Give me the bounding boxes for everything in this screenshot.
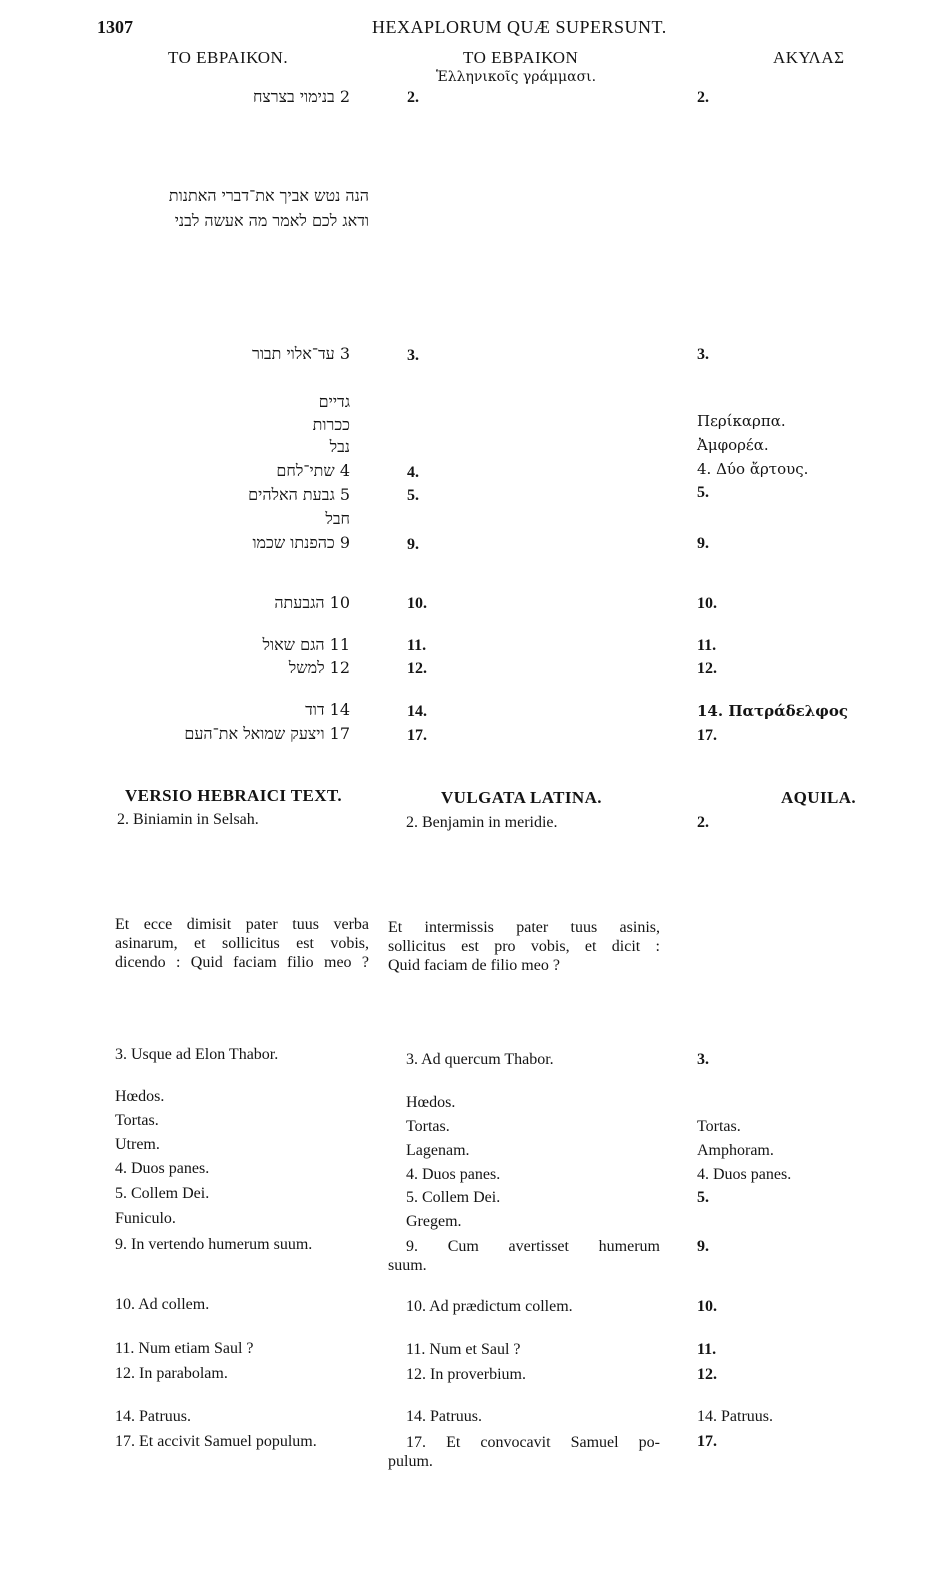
- vulgata-paragraph-line1: Et intermissis pater tuus asinis,: [388, 919, 660, 936]
- vulgata-verse-9: [388, 1237, 660, 1275]
- col-transliteration-subheading: Ἑλληνικοῖς γράμμασι.: [436, 69, 597, 85]
- vulgata-gregem: Gregem.: [406, 1213, 462, 1230]
- hebrew-verse-2-text-line1: הנה נטש אביך את־דברי האתנות: [168, 186, 369, 205]
- translit-verse-17: 17.: [407, 727, 427, 744]
- vulgata-paragraph: [388, 918, 660, 975]
- aquila-greek-verse-14: 14. Πατράδελφος: [697, 702, 848, 720]
- translit-verse-10: 10.: [407, 595, 427, 612]
- translit-verse-9: 9.: [407, 536, 419, 553]
- aquila-latin-verse-4: 4. Duos panes.: [697, 1166, 792, 1183]
- translit-verse-14: 14.: [407, 703, 427, 720]
- aquila-latin-amphoram: Amphoram.: [697, 1142, 774, 1159]
- versio-paragraph-line2: asinarum, et sollicitus est vobis,: [115, 935, 369, 952]
- vulgata-lagenam: Lagenam.: [406, 1142, 470, 1159]
- vulgata-verse-3: 3. Ad quercum Thabor.: [406, 1051, 554, 1068]
- aquila-latin-verse-3: 3.: [697, 1051, 709, 1068]
- hebrew-word-gedayim: גדיים: [318, 392, 350, 411]
- vulgata-verse-17: [388, 1433, 660, 1471]
- aquila-latin-verse-17: 17.: [697, 1433, 717, 1450]
- hebrew-word-kikkarot: ככרות: [312, 415, 350, 434]
- vulgata-hoedos: Hœdos.: [406, 1094, 456, 1111]
- hebrew-verse-2: 2 בנימוי בצרצח: [252, 87, 350, 106]
- hebrew-verse-2-text-line2: ודאג לכם לאמר מה אעשה לבני: [174, 211, 369, 230]
- versio-paragraph-line1: Et ecce dimisit pater tuus verba: [115, 916, 369, 933]
- aquila-latin-verse-5: 5.: [697, 1189, 709, 1206]
- versio-paragraph-line3: dicendo : Quid faciam filio meo ?: [115, 954, 369, 971]
- vulgata-paragraph-line2: sollicitus est pro vobis, et dicit :: [388, 938, 660, 955]
- vulgata-verse-2: 2. Benjamin in meridie.: [406, 814, 558, 831]
- versio-verse-14: 14. Patruus.: [115, 1408, 191, 1425]
- translit-verse-12: 12.: [407, 660, 427, 677]
- vulgata-verse-14: 14. Patruus.: [406, 1408, 482, 1425]
- versio-funiculo: Funiculo.: [115, 1210, 176, 1227]
- aquila-greek-amphorea: Ἀμφορέα.: [697, 436, 769, 454]
- col-aquila-latin-heading: AQUILA.: [781, 788, 857, 807]
- versio-verse-4: 4. Duos panes.: [115, 1160, 210, 1177]
- hebrew-verse-10: 10 הגבעתה: [274, 593, 350, 612]
- versio-verse-11: 11. Num etiam Saul ?: [115, 1340, 254, 1357]
- aquila-latin-tortas: Tortas.: [697, 1118, 741, 1135]
- col-transliteration-heading: ΤΟ ΕΒΡΑΙΚΟΝ: [463, 48, 579, 67]
- versio-verse-5: 5. Collem Dei.: [115, 1185, 210, 1202]
- hebrew-verse-3: 3 עד־אלוי תבור: [251, 344, 350, 363]
- aquila-latin-verse-9: 9.: [697, 1238, 709, 1255]
- vulgata-verse-17-line1: 17. Et convocavit Samuel po-: [406, 1434, 660, 1451]
- aquila-latin-verse-10: 10.: [697, 1298, 717, 1315]
- col-aquila-greek-heading: ΑΚΥΛΑΣ: [773, 48, 845, 67]
- hebrew-verse-12: 12 למשל: [288, 658, 350, 677]
- hebrew-word-nevel: נבל: [329, 437, 350, 456]
- hebrew-verse-4: 4 שתי־לחם: [276, 461, 350, 480]
- aquila-greek-verse-3: 3.: [697, 346, 709, 363]
- vulgata-verse-12: 12. In proverbium.: [406, 1366, 526, 1383]
- col-hebrew-heading: ΤΟ ΕΒΡΑΙΚΟΝ.: [168, 48, 289, 67]
- versio-hoedos: Hœdos.: [115, 1088, 165, 1105]
- aquila-latin-verse-11: 11.: [697, 1341, 717, 1358]
- running-title: HEXAPLORUM QUÆ SUPERSUNT.: [372, 17, 667, 37]
- aquila-latin-verse-2: 2.: [697, 814, 709, 831]
- aquila-greek-verse-9: 9.: [697, 535, 709, 552]
- vulgata-verse-17-line2: pulum.: [388, 1453, 433, 1470]
- hebrew-verse-17: 17 ויצעק שמואל את־העם: [184, 724, 350, 743]
- aquila-greek-verse-5: 5.: [697, 484, 709, 501]
- aquila-greek-verse-10: 10.: [697, 595, 717, 612]
- col-vulgata-heading: VULGATA LATINA.: [441, 788, 602, 807]
- versio-utrem: Utrem.: [115, 1136, 160, 1153]
- col-versio-heading: VERSIO HEBRAICI TEXT.: [125, 786, 343, 805]
- versio-verse-17: 17. Et accivit Samuel populum.: [115, 1433, 317, 1450]
- vulgata-verse-9-line2: suum.: [388, 1257, 427, 1274]
- aquila-latin-verse-14: 14. Patruus.: [697, 1408, 773, 1425]
- versio-verse-10: 10. Ad collem.: [115, 1296, 210, 1313]
- vulgata-verse-10: 10. Ad prædictum collem.: [406, 1298, 573, 1315]
- aquila-greek-verse-4: 4. Δύο ἄρτους.: [697, 460, 809, 478]
- versio-verse-12: 12. In parabolam.: [115, 1365, 228, 1382]
- aquila-greek-verse-12: 12.: [697, 660, 717, 677]
- vulgata-paragraph-line3: Quid faciam de filio meo ?: [388, 957, 560, 974]
- vulgata-verse-9-line1: 9. Cum avertisset humerum: [406, 1238, 660, 1255]
- aquila-latin-verse-12: 12.: [697, 1366, 717, 1383]
- hebrew-word-hevel: חבל: [325, 509, 350, 528]
- hebrew-verse-14: 14 דוד: [305, 700, 350, 719]
- hebrew-verse-5: 5 גבעת האלהים: [248, 485, 350, 504]
- versio-tortas: Tortas.: [115, 1112, 159, 1129]
- versio-verse-9: 9. In vertendo humerum suum.: [115, 1236, 313, 1253]
- vulgata-verse-11: 11. Num et Saul ?: [406, 1341, 521, 1358]
- aquila-greek-verse-11: 11.: [697, 637, 717, 654]
- translit-verse-3: 3.: [407, 347, 419, 364]
- page-number: 1307: [97, 17, 133, 37]
- vulgata-tortas: Tortas.: [406, 1118, 450, 1135]
- versio-paragraph: [115, 915, 369, 972]
- aquila-greek-verse-2: 2.: [697, 89, 709, 106]
- versio-verse-3: 3. Usque ad Elon Thabor.: [115, 1046, 279, 1063]
- translit-verse-4: 4.: [407, 464, 419, 481]
- translit-verse-2: 2.: [407, 89, 419, 106]
- versio-verse-2: 2. Biniamin in Selsah.: [117, 811, 259, 828]
- hebrew-verse-11: 11 הגם שאול: [262, 635, 350, 654]
- vulgata-verse-4: 4. Duos panes.: [406, 1166, 501, 1183]
- translit-verse-5: 5.: [407, 487, 419, 504]
- hebrew-verse-9: 9 כהפנתו שכמו: [252, 533, 350, 552]
- translit-verse-11: 11.: [407, 637, 427, 654]
- aquila-greek-verse-17: 17.: [697, 727, 717, 744]
- aquila-greek-perikarpa: Περίκαρπα.: [697, 412, 786, 430]
- vulgata-verse-5: 5. Collem Dei.: [406, 1189, 501, 1206]
